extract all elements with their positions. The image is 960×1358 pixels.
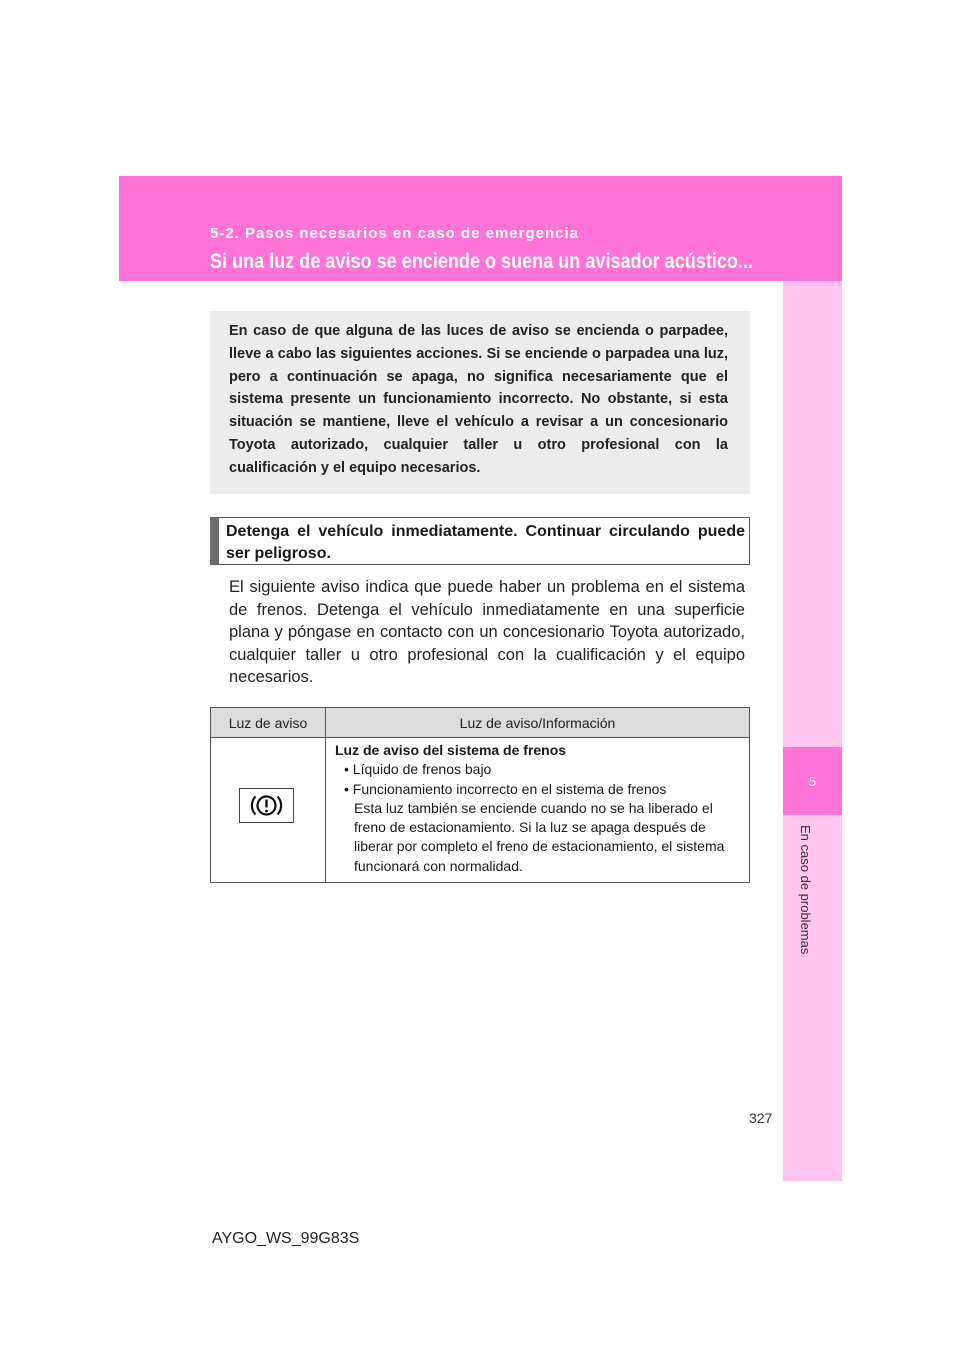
page-number: 327 (749, 1110, 773, 1126)
list-item: • Funcionamiento incorrecto en el sistema de frenos (344, 780, 667, 797)
info-title: Luz de aviso del sistema de frenos (335, 742, 567, 758)
body-paragraph: El siguiente aviso indica que puede haber un problema en el sistema de frenos. Detenga el vehículo inmediatamente en una superficie plana y póngase en contacto con un concesionario Toyota autorizado, cualquier taller u otro profesional con la cualificación y el equipo necesarios. (229, 578, 745, 687)
table-row (211, 738, 750, 883)
chapter-strip (783, 281, 842, 1181)
info-list (335, 760, 741, 799)
brake-warning-icon (239, 788, 294, 823)
table-header-row (211, 708, 750, 738)
chapter-number: 5 (808, 773, 817, 789)
column-header-light: Luz de aviso (211, 708, 326, 738)
info-note: Esta luz también se enciende cuando no se ha liberado el freno de estacionamiento. Si la luz se apaga después de liberar por completo el freno de estacionamiento, el sistema funcionará con normalidad. (354, 799, 725, 874)
chapter-tab[interactable] (783, 747, 842, 815)
info-cell (326, 738, 750, 883)
chapter-title: En caso de problemas (798, 825, 813, 955)
warning-light-table (210, 707, 750, 883)
list-item: • Líquido de frenos bajo (344, 761, 492, 778)
icon-cell (211, 738, 326, 883)
page-title: Si una luz de aviso se enciende o suena un avisador acústico... (210, 250, 753, 273)
alert-heading: Detenga el vehículo inmediatamente. Continuar circulando puede ser peligroso. (210, 517, 750, 565)
column-header-info: Luz de aviso/Información (326, 708, 750, 738)
intro-box: En caso de que alguna de las luces de aviso se encienda o parpadee, lleve a cabo las siguientes acciones. Si se enciende o parpadea una luz, pero a continuación se apaga, no significa necesariamente que el sistema presente un funcionamiento incorrecto. No obstante, si esta situación se mantiene, lleve el vehículo a revisar a un concesionario Toyota autorizado, cualquier taller u otro profesional con la cualificación y el equipo necesarios. (210, 311, 750, 494)
section-label: 5-2. Pasos necesarios en caso de emergencia (210, 225, 580, 242)
document-code: AYGO_WS_99G83S (212, 1230, 360, 1247)
